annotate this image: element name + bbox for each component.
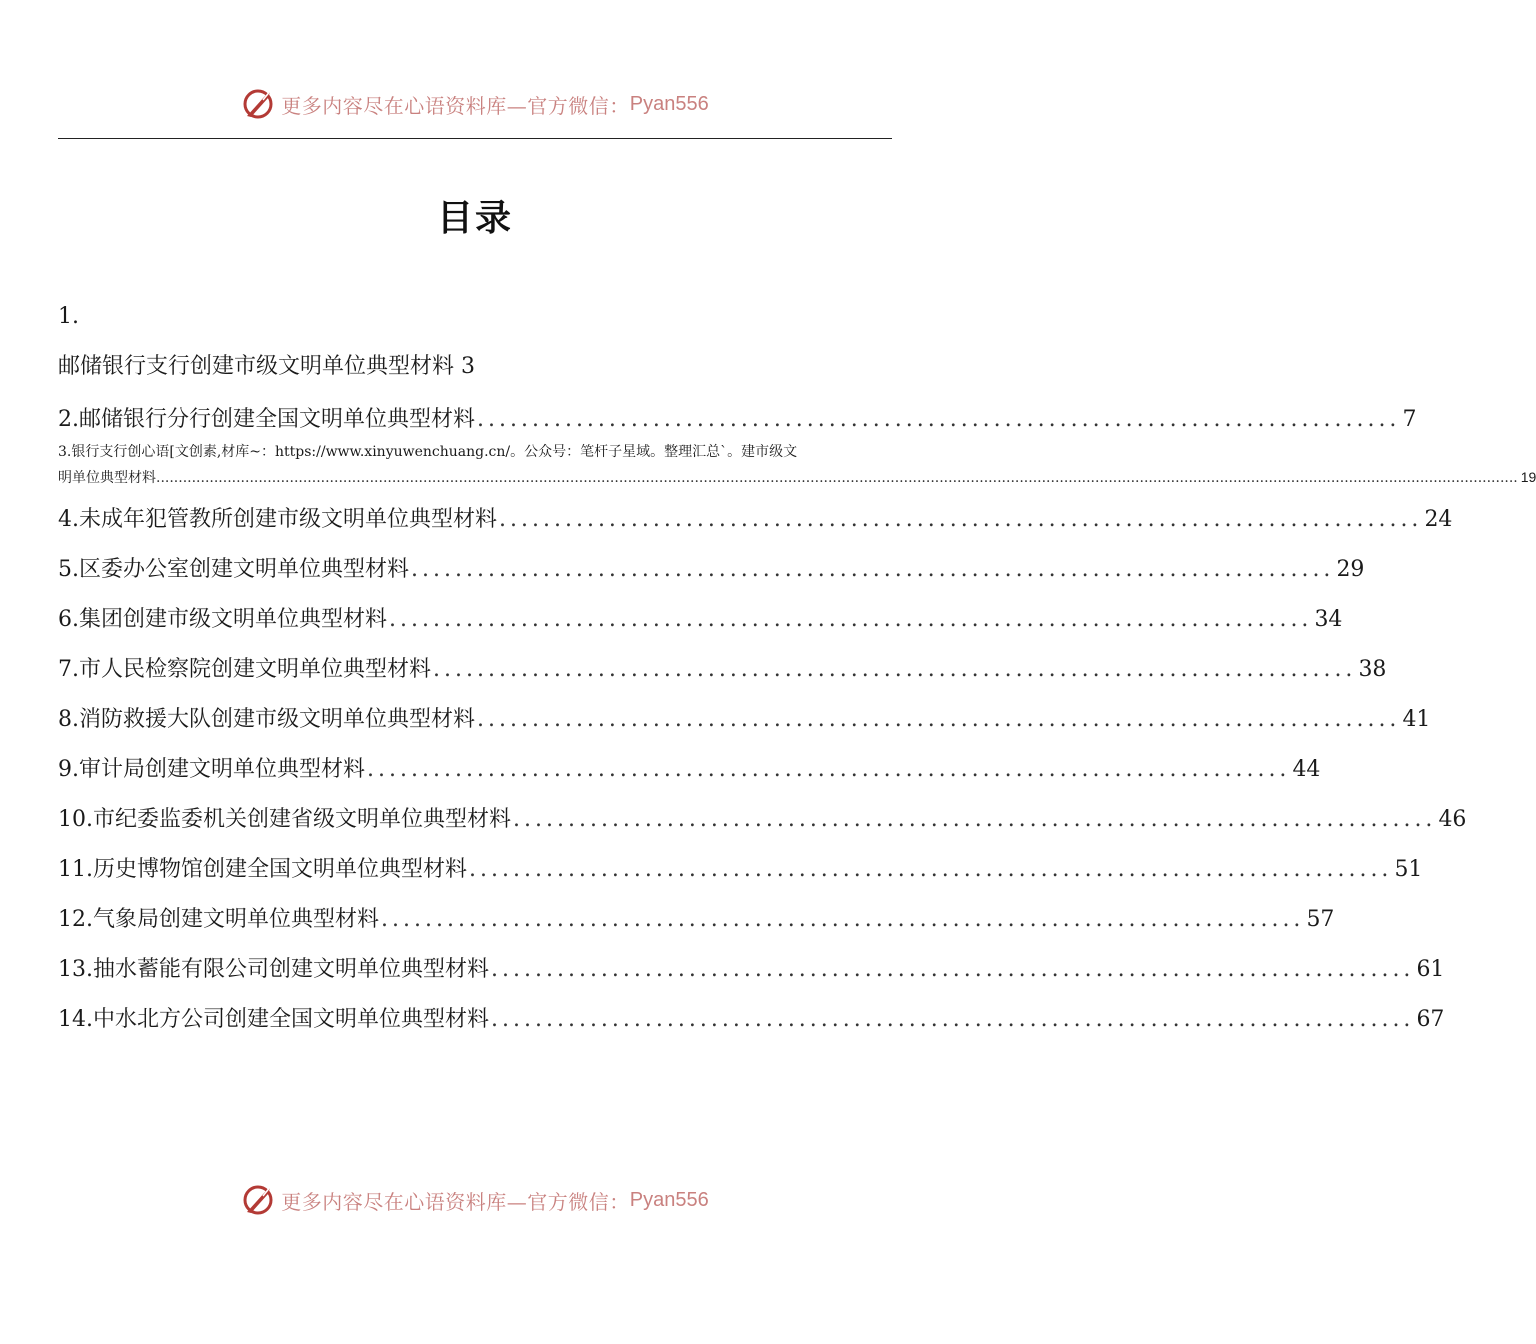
- toc-entry-label: 13.抽水蓄能有限公司创建文明单位典型材料: [58, 957, 489, 982]
- toc-item-1-text: 邮储银行支行创建市级文明单位典型材料 3: [58, 354, 475, 379]
- toc-entry-label: 12.气象局创建文明单位典型材料: [58, 907, 379, 932]
- toc-entry-label: 6.集团创建市级文明单位典型材料: [58, 607, 387, 632]
- toc-leader-dots: ....................................................................................: [381, 907, 1305, 932]
- header-banner-wechat: Pyan556: [629, 92, 709, 115]
- toc-entry-page: 29: [1336, 557, 1365, 582]
- toc-entry-page: 51: [1394, 857, 1423, 882]
- toc-entry[interactable]: [58, 702, 1431, 733]
- toc-leader-dots: ....................................................................................: [469, 857, 1393, 882]
- toc-leader-dots: ....................................................................................: [513, 807, 1437, 832]
- toc-leader-dots: ..................................................................................................................................................................................................................................................................................................................: [156, 470, 1518, 486]
- toc-leader-dots: ....................................................................................: [433, 657, 1357, 682]
- toc-item-1-number: 1.: [58, 304, 79, 329]
- toc-entry-label: 4.未成年犯管教所创建市级文明单位典型材料: [58, 507, 497, 532]
- toc-leader-dots: ....................................................................................: [389, 607, 1313, 632]
- toc-entry[interactable]: [58, 902, 1335, 933]
- toc-leader-dots: ....................................................................................: [477, 407, 1401, 432]
- toc-item-3-page: 19: [1520, 469, 1536, 485]
- toc-entry[interactable]: [58, 1002, 1445, 1033]
- toc-entry-label: 5.区委办公室创建文明单位典型材料: [58, 557, 409, 582]
- toc-entry[interactable]: [58, 502, 1453, 533]
- toc-entry[interactable]: [58, 852, 1423, 883]
- toc-leader-dots: ....................................................................................: [367, 757, 1291, 782]
- toc-entry-page: 61: [1416, 957, 1445, 982]
- toc-entry[interactable]: [58, 552, 1365, 583]
- toc-entry-label: 10.市纪委监委机关创建省级文明单位典型材料: [58, 807, 511, 832]
- toc-entry-label: 11.历史博物馆创建全国文明单位典型材料: [58, 857, 467, 882]
- toc-item-3[interactable]: [58, 440, 1536, 491]
- toc-entry[interactable]: [58, 802, 1467, 833]
- toc-entry-page: 67: [1416, 1007, 1445, 1032]
- toc-entry-page: 46: [1438, 807, 1467, 832]
- toc-entry[interactable]: [58, 652, 1387, 683]
- toc-entry[interactable]: [58, 752, 1321, 783]
- toc-entry-page: 24: [1424, 507, 1453, 532]
- toc-entry-label: 2.邮储银行分行创建全国文明单位典型材料: [58, 407, 475, 432]
- footer-banner: [0, 1180, 950, 1220]
- pen-logo-icon: [241, 86, 277, 122]
- toc-leader-dots: ....................................................................................: [499, 507, 1423, 532]
- header-banner: [0, 84, 950, 124]
- toc-entry[interactable]: [58, 952, 1445, 983]
- toc-item-3-line1: 3.银行支行创心语[文创素,材库~：https://www.xinyuwenchuang.cn/。公众号：笔杆子星域。整理汇总`。建市级文: [58, 444, 798, 460]
- footer-banner-wechat: Pyan556: [629, 1188, 709, 1211]
- toc-entry-page: 57: [1306, 907, 1335, 932]
- page-title: 目录: [436, 197, 513, 239]
- toc-entry-page: 38: [1358, 657, 1387, 682]
- header-banner-text: 更多内容尽在心语资料库—官方微信：: [281, 93, 630, 118]
- toc-entry-label: 7.市人民检察院创建文明单位典型材料: [58, 657, 431, 682]
- footer-banner-text: 更多内容尽在心语资料库—官方微信：: [281, 1189, 630, 1214]
- toc-entry-label: 14.中水北方公司创建全国文明单位典型材料: [58, 1007, 489, 1032]
- toc-entry-label: 9.审计局创建文明单位典型材料: [58, 757, 365, 782]
- toc-item-3-line2: 明单位典型材料: [58, 470, 156, 486]
- toc-leader-dots: ....................................................................................: [411, 557, 1335, 582]
- toc-leader-dots: ....................................................................................: [491, 1007, 1415, 1032]
- toc-leader-dots: ....................................................................................: [491, 957, 1415, 982]
- header-divider: [58, 138, 892, 139]
- toc-entry[interactable]: [58, 602, 1343, 633]
- toc-entry-label: 8.消防救援大队创建市级文明单位典型材料: [58, 707, 475, 732]
- toc-entry-page: 34: [1314, 607, 1343, 632]
- toc-entry[interactable]: [58, 402, 1417, 433]
- toc-entry-page: 44: [1292, 757, 1321, 782]
- toc-entry-page: 41: [1402, 707, 1431, 732]
- pen-logo-icon: [241, 1182, 277, 1218]
- toc-leader-dots: ....................................................................................: [477, 707, 1401, 732]
- toc-entry-page: 7: [1402, 407, 1417, 432]
